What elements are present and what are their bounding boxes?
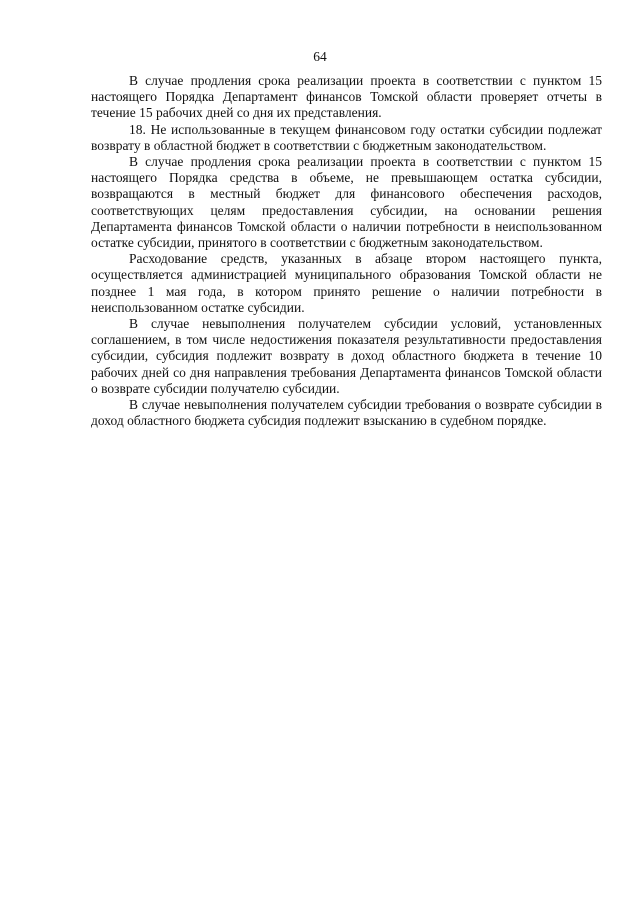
- paragraph-report-check: В случае продления срока реализации проекта в соответствии с пунктом 15 настоящего Порядка Департамент финансов Томской области проверяет отчеты в течение 15 рабочих дней со дня их представления.: [91, 73, 602, 121]
- paragraph-local-budget-return: В случае продления срока реализации проекта в соответствии с пунктом 15 настоящего Порядка средства в объеме, не превышающем остатка субсидии, возвращаются в местный бюджет для финансового обеспечения расходов, соответствующих целям предоставления субсидии, на основании решения Департамента финансов Томской области о наличии потребности в неиспользованном остатке субсидии, принятого в соответствии с бюджетным законодательством.: [91, 154, 602, 251]
- paragraph-item-18: 18. Не использованные в текущем финансовом году остатки субсидии подлежат возврату в областной бюджет в соответствии с бюджетным законодательством.: [91, 121, 602, 153]
- paragraph-court-recovery: В случае невыполнения получателем субсидии требования о возврате субсидии в доход областного бюджета субсидия подлежит взысканию в судебном порядке.: [91, 397, 602, 429]
- document-body: [91, 73, 602, 429]
- paragraph-conditions-violation: В случае невыполнения получателем субсидии условий, установленных соглашением, в том числе недостижения показателя результативности предоставления субсидии, субсидия подлежит возврату в доход областного бюджета в течение 10 рабочих дней со дня направления требования Департамента финансов Томской области о возврате субсидии получателю субсидии.: [91, 316, 602, 396]
- page-number: 64: [313, 49, 327, 64]
- paragraph-spending-deadline: Расходование средств, указанных в абзаце втором настоящего пункта, осуществляется администрацией муниципального образования Томской области не позднее 1 мая года, в котором принято решение о наличии потребности в неиспользованном остатке субсидии.: [91, 251, 602, 315]
